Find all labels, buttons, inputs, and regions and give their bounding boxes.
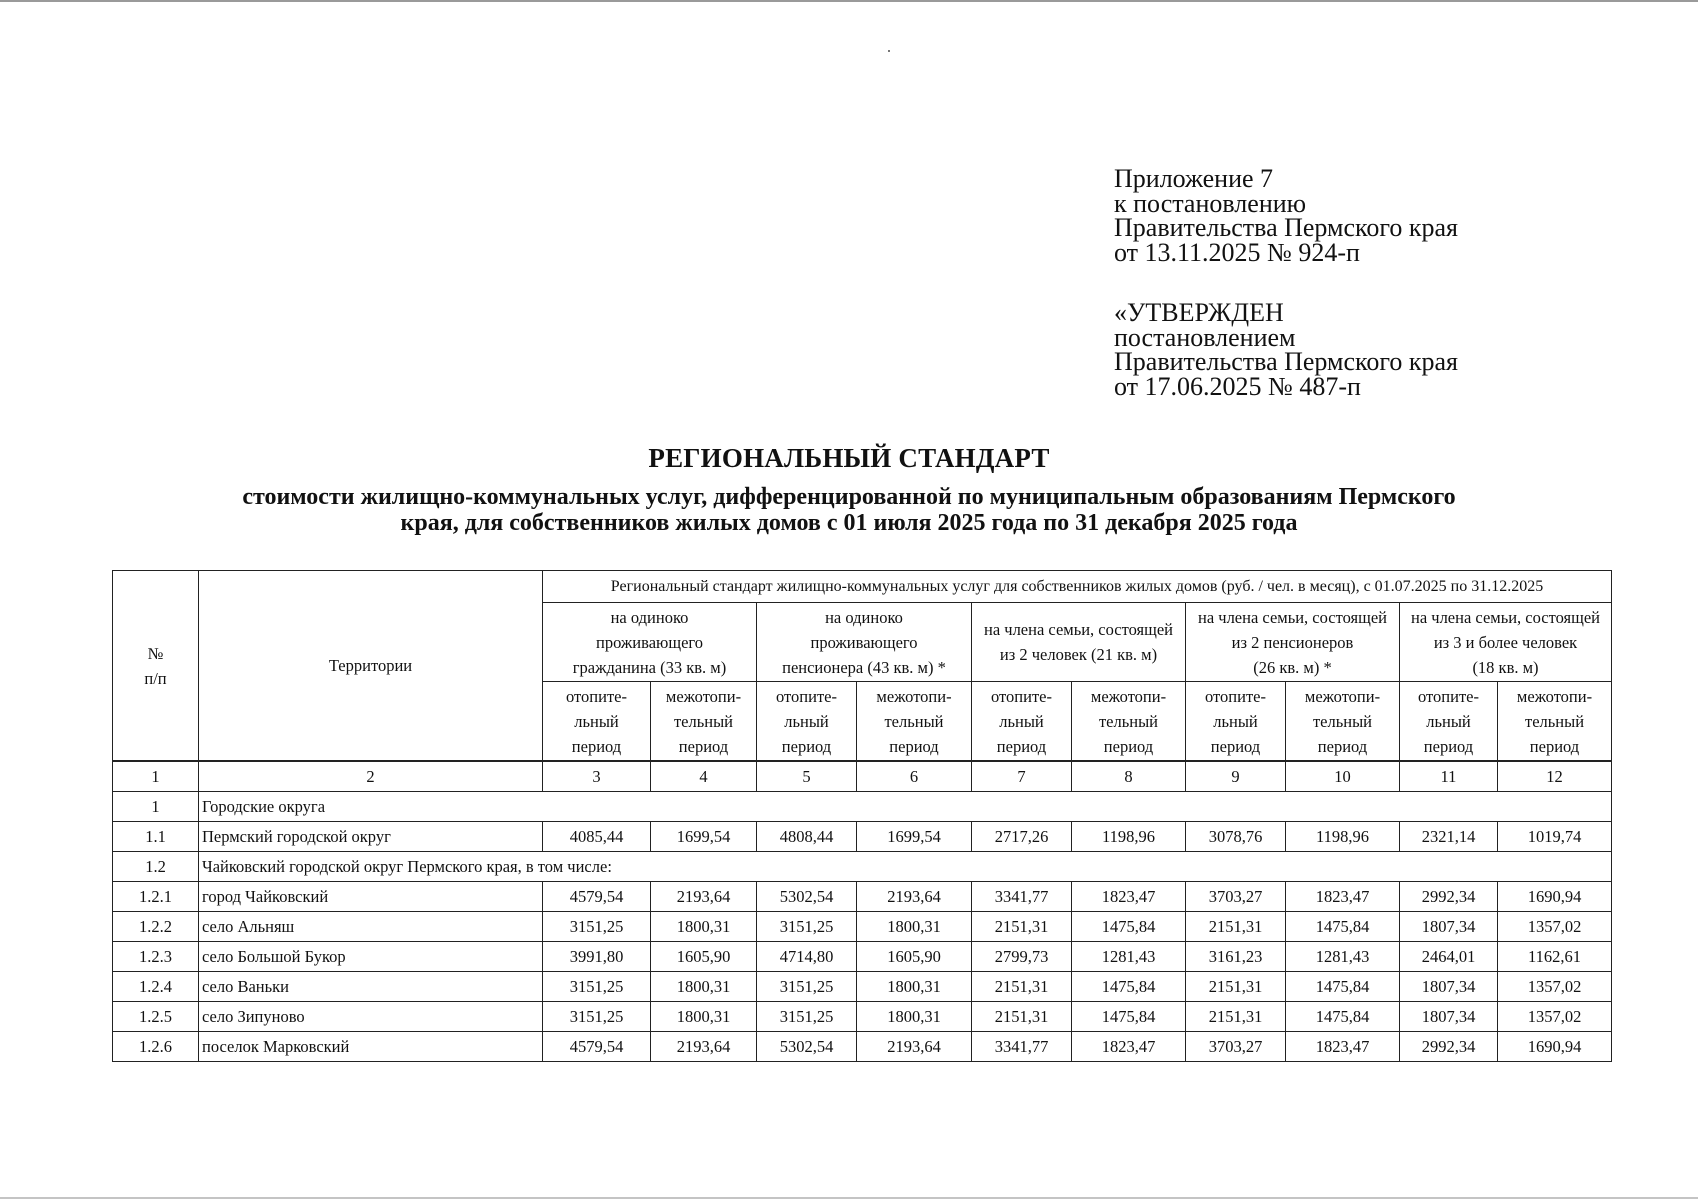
scan-speck <box>888 50 890 52</box>
document-title: РЕГИОНАЛЬНЫЙ СТАНДАРТ <box>648 443 1050 473</box>
cost-value: 2151,31 <box>972 1002 1072 1032</box>
cost-value: 2151,31 <box>1186 1002 1286 1032</box>
approval-notice <box>1114 298 1458 401</box>
cost-value: 1807,34 <box>1400 1002 1498 1032</box>
cost-value: 3151,25 <box>757 912 857 942</box>
cost-value: 1800,31 <box>651 912 757 942</box>
cost-value: 2321,14 <box>1400 822 1498 852</box>
column-number: 1 <box>113 761 199 792</box>
cost-value: 1807,34 <box>1400 912 1498 942</box>
column-number: 7 <box>972 761 1072 792</box>
cost-value: 1823,47 <box>1072 1032 1186 1062</box>
cost-value: 2799,73 <box>972 942 1072 972</box>
cost-value: 1823,47 <box>1286 882 1400 912</box>
approval-line: «УТВЕРЖДЕН <box>1114 298 1284 327</box>
period-header-non-heating: межотопи- тельный период <box>651 682 757 762</box>
column-number: 2 <box>199 761 543 792</box>
row-number: 1.1 <box>113 822 199 852</box>
column-number: 10 <box>1286 761 1400 792</box>
category-header-family-of-3-plus: на члена семьи, состоящей из 3 и более человек (18 кв. м) <box>1400 603 1612 682</box>
group-name: Городские округа <box>199 792 1612 822</box>
period-header-non-heating: межотопи- тельный период <box>857 682 972 762</box>
row-number: 1.2.3 <box>113 942 199 972</box>
cost-value: 1475,84 <box>1286 972 1400 1002</box>
cost-value: 1475,84 <box>1072 912 1186 942</box>
table-row <box>113 972 1612 1002</box>
cost-value: 1357,02 <box>1498 912 1612 942</box>
column-number: 9 <box>1186 761 1286 792</box>
period-header-non-heating: межотопи- тельный период <box>1498 682 1612 762</box>
cost-value: 3151,25 <box>543 1002 651 1032</box>
approval-line: Правительства Пермского края <box>1114 347 1458 376</box>
column-number: 11 <box>1400 761 1498 792</box>
cost-value: 2193,64 <box>857 1032 972 1062</box>
cost-value: 3161,23 <box>1186 942 1286 972</box>
table-row <box>113 822 1612 852</box>
cost-value: 3341,77 <box>972 1032 1072 1062</box>
document-subtitle <box>100 484 1598 536</box>
territory-name: село Альняш <box>199 912 543 942</box>
column-number: 5 <box>757 761 857 792</box>
cost-value: 2717,26 <box>972 822 1072 852</box>
table-row <box>113 882 1612 912</box>
row-number: 1.2.5 <box>113 1002 199 1032</box>
cost-value: 1019,74 <box>1498 822 1612 852</box>
group-name: Чайковский городской округ Пермского края, в том числе: <box>199 852 1612 882</box>
annex-line: Приложение 7 <box>1114 164 1274 193</box>
cost-value: 1475,84 <box>1286 912 1400 942</box>
table-row <box>113 1002 1612 1032</box>
territory-name: село Зипуново <box>199 1002 543 1032</box>
subtitle-line: стоимости жилищно-коммунальных услуг, дифференцированной по муниципальным образованиям Пермского <box>242 484 1456 510</box>
period-header-non-heating: межотопи- тельный период <box>1286 682 1400 762</box>
table-row <box>113 912 1612 942</box>
cost-value: 1690,94 <box>1498 882 1612 912</box>
cost-value: 3703,27 <box>1186 882 1286 912</box>
annex-line: Правительства Пермского края <box>1114 213 1458 242</box>
approval-line: от 17.06.2025 № 487-п <box>1114 371 1361 401</box>
annex-line: к постановлению <box>1114 188 1307 218</box>
row-number: 1.2 <box>113 852 199 882</box>
cost-value: 1198,96 <box>1286 822 1400 852</box>
cost-value: 2151,31 <box>1186 972 1286 1002</box>
cost-value: 1357,02 <box>1498 1002 1612 1032</box>
period-header-non-heating: межотопи- тельный период <box>1072 682 1186 762</box>
category-header-single-pensioner: на одиноко проживающего пенсионера (43 кв. м) * <box>757 603 972 682</box>
cost-value: 2193,64 <box>857 882 972 912</box>
cost-value: 3078,76 <box>1186 822 1286 852</box>
cost-value: 1800,31 <box>857 972 972 1002</box>
annex-line: от 13.11.2025 № 924-п <box>1114 237 1360 267</box>
period-header-heating: отопите- льный период <box>757 682 857 762</box>
column-header-number: № п/п <box>113 571 199 762</box>
cost-value: 1690,94 <box>1498 1032 1612 1062</box>
cost-value: 1800,31 <box>857 912 972 942</box>
period-header-heating: отопите- льный период <box>1400 682 1498 762</box>
cost-value: 1800,31 <box>651 1002 757 1032</box>
row-number: 1.2.4 <box>113 972 199 1002</box>
cost-value: 3341,77 <box>972 882 1072 912</box>
cost-value: 1800,31 <box>651 972 757 1002</box>
cost-value: 2193,64 <box>651 882 757 912</box>
cost-value: 4808,44 <box>757 822 857 852</box>
cost-value: 2193,64 <box>651 1032 757 1062</box>
category-header-family-of-2-pensioners: на члена семьи, состоящей из 2 пенсионеров (26 кв. м) * <box>1186 603 1400 682</box>
cost-value: 2464,01 <box>1400 942 1498 972</box>
cost-value: 3703,27 <box>1186 1032 1286 1062</box>
cost-value: 4085,44 <box>543 822 651 852</box>
cost-value: 1475,84 <box>1072 972 1186 1002</box>
cost-value: 5302,54 <box>757 1032 857 1062</box>
cost-value: 1357,02 <box>1498 972 1612 1002</box>
category-header-family-of-2: на члена семьи, состоящей из 2 человек (21 кв. м) <box>972 603 1186 682</box>
cost-value: 1823,47 <box>1286 1032 1400 1062</box>
table-group-row <box>113 792 1612 822</box>
column-group-header: Региональный стандарт жилищно-коммунальных услуг для собственников жилых домов (руб. / чел. в месяц), с 01.07.2025 по 31.12.2025 <box>543 571 1612 603</box>
cost-value: 2151,31 <box>972 972 1072 1002</box>
annex-notice <box>1114 164 1458 267</box>
scan-bottom-edge <box>0 1197 1698 1199</box>
cost-value: 1281,43 <box>1072 942 1186 972</box>
cost-value: 4579,54 <box>543 882 651 912</box>
cost-value: 1162,61 <box>1498 942 1612 972</box>
cost-value: 5302,54 <box>757 882 857 912</box>
cost-value: 1605,90 <box>857 942 972 972</box>
cost-value: 1823,47 <box>1072 882 1186 912</box>
cost-value: 1281,43 <box>1286 942 1400 972</box>
column-number: 8 <box>1072 761 1186 792</box>
cost-value: 1198,96 <box>1072 822 1186 852</box>
territory-name: село Ваньки <box>199 972 543 1002</box>
row-number: 1.2.2 <box>113 912 199 942</box>
cost-value: 1807,34 <box>1400 972 1498 1002</box>
approval-line: постановлением <box>1114 322 1296 352</box>
cost-value: 1475,84 <box>1072 1002 1186 1032</box>
cost-value: 3151,25 <box>543 912 651 942</box>
cost-value: 1800,31 <box>857 1002 972 1032</box>
period-header-heating: отопите- льный период <box>1186 682 1286 762</box>
row-number: 1.2.6 <box>113 1032 199 1062</box>
column-number: 3 <box>543 761 651 792</box>
column-number: 12 <box>1498 761 1612 792</box>
row-number: 1.2.1 <box>113 882 199 912</box>
cost-value: 2151,31 <box>972 912 1072 942</box>
regional-standard-table <box>112 570 1612 1062</box>
category-header-single-citizen: на одиноко проживающего гражданина (33 кв. м) <box>543 603 757 682</box>
territory-name: Пермский городской округ <box>199 822 543 852</box>
cost-value: 1475,84 <box>1286 1002 1400 1032</box>
column-number: 4 <box>651 761 757 792</box>
table-row <box>113 942 1612 972</box>
subtitle-line: края, для собственников жилых домов с 01 июля 2025 года по 31 декабря 2025 года <box>400 510 1298 536</box>
table-row <box>113 1032 1612 1062</box>
cost-value: 3151,25 <box>543 972 651 1002</box>
row-number: 1 <box>113 792 199 822</box>
cost-value: 1605,90 <box>651 942 757 972</box>
territory-name: поселок Марковский <box>199 1032 543 1062</box>
cost-value: 4714,80 <box>757 942 857 972</box>
period-header-heating: отопите- льный период <box>543 682 651 762</box>
territory-name: село Большой Букор <box>199 942 543 972</box>
cost-value: 4579,54 <box>543 1032 651 1062</box>
cost-value: 2992,34 <box>1400 882 1498 912</box>
column-number: 6 <box>857 761 972 792</box>
scan-top-edge <box>0 0 1698 2</box>
cost-value: 2992,34 <box>1400 1032 1498 1062</box>
table-group-row <box>113 852 1612 882</box>
period-header-heating: отопите- льный период <box>972 682 1072 762</box>
cost-value: 3151,25 <box>757 1002 857 1032</box>
territory-name: город Чайковский <box>199 882 543 912</box>
cost-value: 3991,80 <box>543 942 651 972</box>
column-header-territories: Территории <box>199 571 543 762</box>
cost-value: 2151,31 <box>1186 912 1286 942</box>
cost-value: 1699,54 <box>651 822 757 852</box>
cost-value: 1699,54 <box>857 822 972 852</box>
cost-value: 3151,25 <box>757 972 857 1002</box>
